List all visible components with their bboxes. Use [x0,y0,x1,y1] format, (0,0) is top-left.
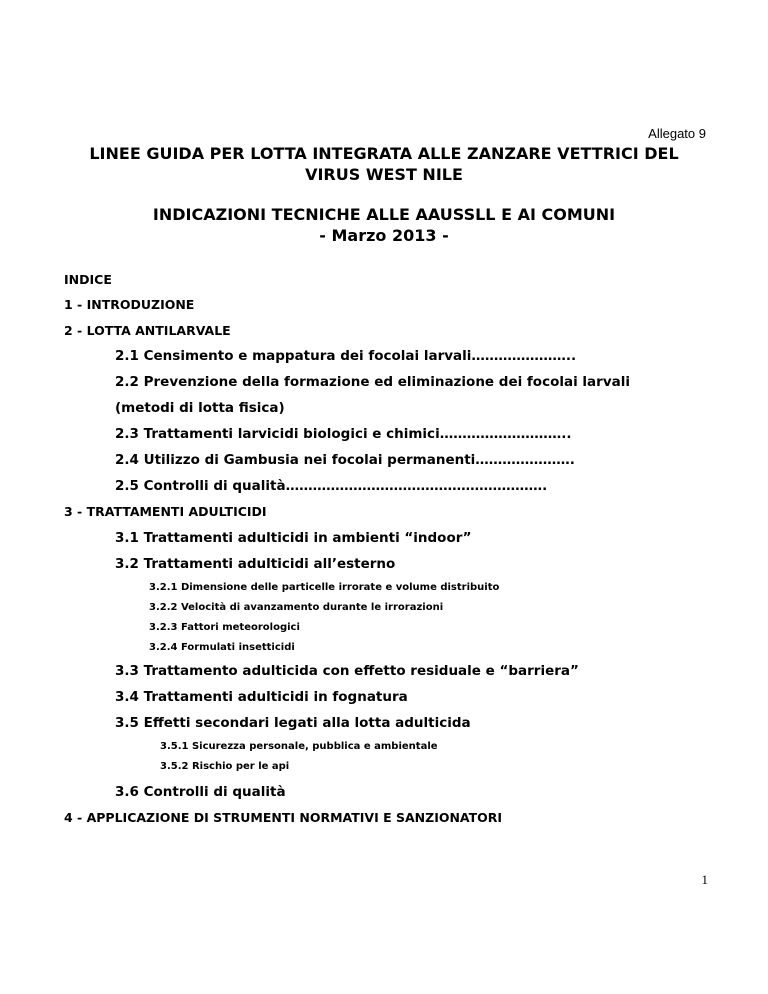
toc-item: 3.5 Effetti secondari legati alla lotta adulticida [115,715,471,731]
toc-item: 3.2.4 Formulati insetticidi [149,642,295,653]
document-title-line-1: LINEE GUIDA PER LOTTA INTEGRATA ALLE ZANZARE VETTRICI DEL [89,144,679,163]
toc-item: 2.2 Prevenzione della formazione ed eliminazione dei focolai larvali [115,374,630,390]
toc-item: 3.6 Controlli di qualità [115,784,286,800]
document-subtitle-date: - Marzo 2013 - [319,226,449,245]
toc-item: 3.2.1 Dimensione delle particelle irrorate e volume distribuito [149,582,500,593]
toc-item: 3.1 Trattamenti adulticidi in ambienti “indoor” [115,530,472,546]
toc-item: 3 - TRATTAMENTI ADULTICIDI [64,504,267,519]
toc-item: 3.2 Trattamenti adulticidi all’esterno [115,556,396,572]
toc-item: 2.4 Utilizzo di Gambusia nei focolai permanenti…………………. [115,452,575,468]
toc-heading: INDICE [64,272,112,287]
toc-item: 2.3 Trattamenti larvicidi biologici e chimici……………………….. [115,426,572,442]
toc-item: 3.5.1 Sicurezza personale, pubblica e ambientale [160,741,438,752]
document-title-line-2: VIRUS WEST NILE [305,165,463,184]
toc-item: 2.5 Controlli di qualità…………………………………………………. [115,478,548,494]
toc-item: 2 - LOTTA ANTILARVALE [64,323,231,338]
toc-item: 3.2.2 Velocità di avanzamento durante le irrorazioni [149,602,444,613]
toc-item: 3.4 Trattamenti adulticidi in fognatura [115,689,408,705]
toc-item: 1 - INTRODUZIONE [64,297,195,312]
toc-item: 3.2.3 Fattori meteorologici [149,622,300,633]
toc-item: (metodi di lotta fisica) [115,400,285,416]
page-number: 1 [701,872,708,887]
toc-item: 3.3 Trattamento adulticida con effetto residuale e “barriera” [115,663,579,679]
toc-item: 4 - APPLICAZIONE DI STRUMENTI NORMATIVI E SANZIONATORI [64,810,503,825]
document-subtitle-line-1: INDICAZIONI TECNICHE ALLE AAUSSLL E AI COMUNI [152,205,616,224]
toc-item: 2.1 Censimento e mappatura dei focolai larvali………………….. [115,348,577,364]
toc-item: 3.5.2 Rischio per le api [160,761,290,772]
annex-label: Allegato 9 [648,126,706,141]
